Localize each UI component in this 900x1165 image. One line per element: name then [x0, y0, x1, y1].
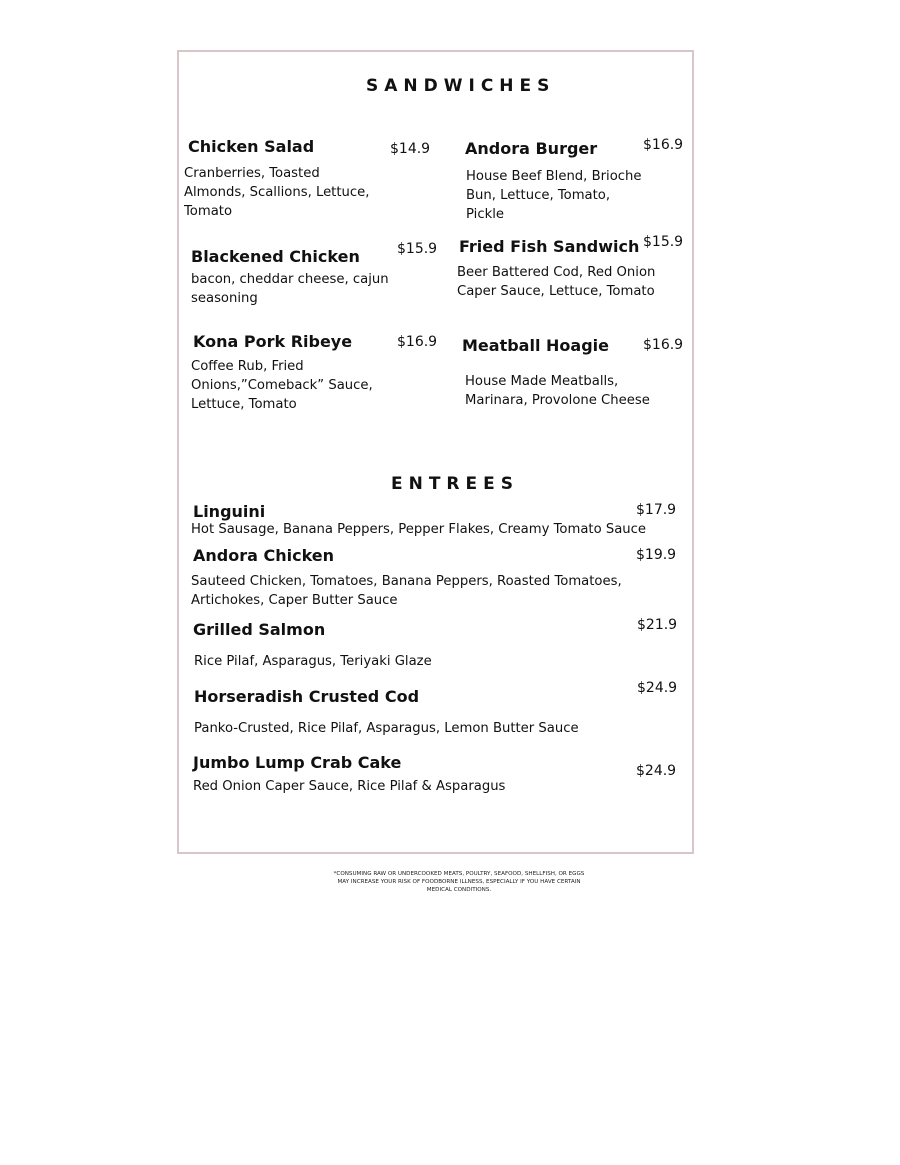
consumer-advisory-footnote: *CONSUMING RAW OR UNDERCOOKED MEATS, POULTRY, SEAFOOD, SHELLFISH, OR EGGS MAY INCREASE YOUR RISK OF FOODBORNE ILLNESS, ESPECIALLY IF YOU HAVE CERTAIN MEDICAL CONDITIONS. — [333, 871, 585, 893]
menu-item-price: $16.9 — [397, 334, 438, 350]
menu-item-price: $15.9 — [397, 241, 438, 257]
menu-item-description: House Made Meatballs, Marinara, Provolone Cheese — [465, 374, 650, 408]
menu-item-description: Red Onion Caper Sauce, Rice Pilaf & Asparagus — [193, 779, 506, 794]
menu-item-price: $21.9 — [637, 617, 678, 633]
entrees-title: ENTREES — [391, 474, 519, 494]
menu-item-name: Blackened Chicken — [191, 247, 360, 266]
menu-item-name: Grilled Salmon — [193, 620, 326, 639]
sandwiches-title: SANDWICHES — [366, 76, 556, 96]
menu-item-name: Kona Pork Ribeye — [193, 332, 353, 351]
menu-item-description: Panko-Crusted, Rice Pilaf, Asparagus, Lemon Butter Sauce — [194, 721, 579, 736]
menu-item-description: bacon, cheddar cheese, cajun seasoning — [191, 272, 389, 306]
menu-item-price: $19.9 — [636, 547, 677, 563]
menu-item-price: $14.9 — [390, 141, 431, 157]
menu-item-price: $16.9 — [643, 137, 684, 153]
menu-item-description: House Beef Blend, Brioche Bun, Lettuce, Tomato, Pickle — [466, 169, 642, 222]
menu-item-name: Chicken Salad — [188, 137, 315, 156]
menu-item-name: Fried Fish Sandwich — [459, 237, 640, 256]
menu-item-name: Horseradish Crusted Cod — [194, 687, 420, 706]
menu-item-name: Meatball Hoagie — [462, 336, 609, 355]
menu-item-description: Beer Battered Cod, Red Onion Caper Sauce, Lettuce, Tomato — [457, 265, 656, 299]
menu-item-price: $24.9 — [636, 763, 677, 779]
menu-item-price: $16.9 — [643, 337, 684, 353]
menu-item-price: $24.9 — [637, 680, 678, 696]
menu-item-price: $15.9 — [643, 234, 684, 250]
menu-item-name: Andora Chicken — [193, 546, 335, 565]
menu-item-description: Rice Pilaf, Asparagus, Teriyaki Glaze — [194, 654, 432, 669]
menu-item-description: Sauteed Chicken, Tomatoes, Banana Peppers, Roasted Tomatoes, Artichokes, Caper Butter Sauce — [191, 574, 622, 608]
menu-item-description: Coffee Rub, Fried Onions,”Comeback” Sauce, Lettuce, Tomato — [191, 359, 373, 412]
menu-item-description: Cranberries, Toasted Almonds, Scallions, Lettuce, Tomato — [184, 166, 370, 219]
menu-item-price: $17.9 — [636, 502, 677, 518]
menu-item-name: Jumbo Lump Crab Cake — [193, 753, 402, 772]
menu-item-name: Andora Burger — [465, 139, 598, 158]
menu-item-description: Hot Sausage, Banana Peppers, Pepper Flakes, Creamy Tomato Sauce — [191, 522, 647, 537]
menu-item-name: Linguini — [193, 502, 266, 521]
